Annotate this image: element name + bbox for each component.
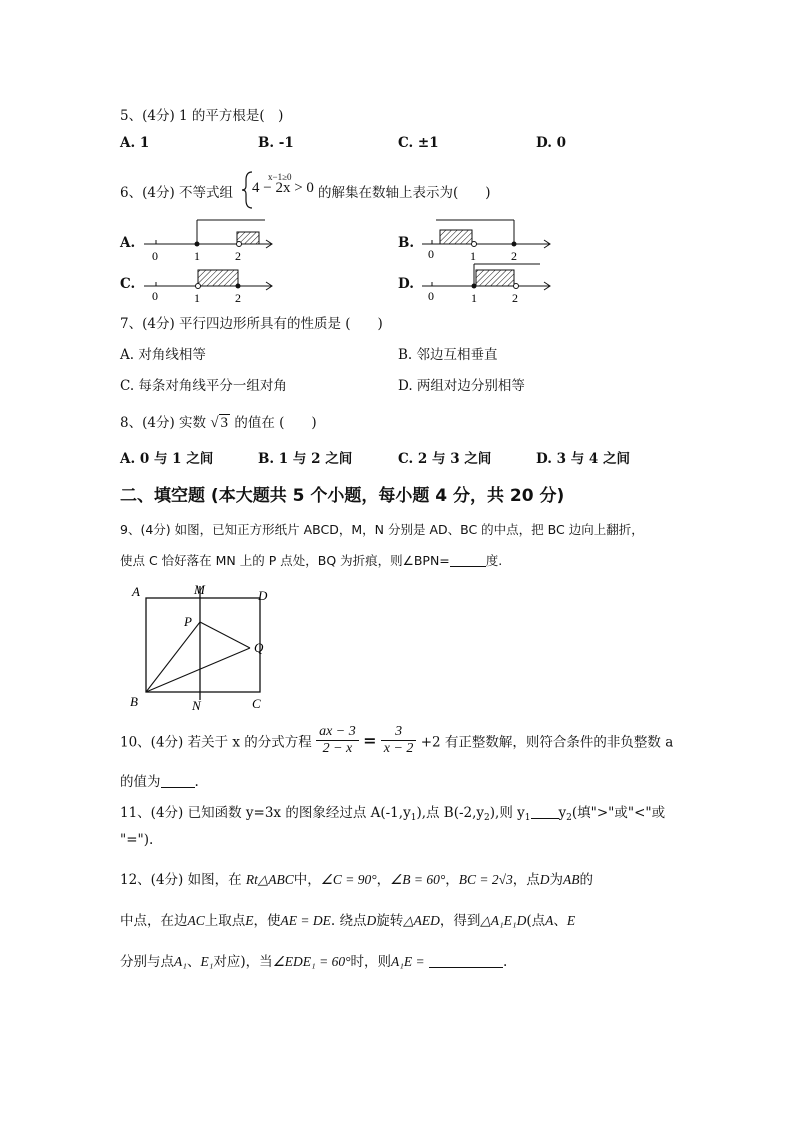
q11-before: 11、(4分) 已知函数 y=3x 的图象经过点 A(-1,y — [120, 805, 411, 821]
section2-title: 二、填空题 (本大题共 5 个小题，每小题 4 分，共 20 分) — [120, 486, 565, 506]
q9-figure — [124, 582, 284, 714]
q9-answer-blank — [450, 554, 486, 567]
q12-angle-b: ∠B = 60° — [390, 872, 446, 887]
q12-l3-d: 时，则 — [350, 954, 391, 970]
q6-label-b: B. — [398, 235, 415, 251]
q6c-tick-0: 0 — [152, 289, 158, 303]
fig-label-a: A — [132, 584, 140, 599]
q12-point-e: E — [245, 913, 254, 928]
q10-line2-text: 的值为 — [120, 774, 161, 790]
q11-line1 — [120, 801, 665, 823]
q12-l1-c: ，点 — [512, 872, 540, 888]
q10-frac2-num: 3 — [381, 724, 417, 741]
q12-segment-ac: AC — [187, 913, 205, 928]
q6-system-line1: x−1≥0 — [268, 172, 292, 182]
q12-l2-f: ，得到 — [439, 913, 481, 929]
q7-option-b: B. 邻边互相垂直 — [398, 347, 498, 363]
q10-fraction-2 — [381, 724, 417, 757]
q6b-tick-0: 0 — [428, 247, 434, 261]
q6c-tick-2: 2 — [235, 291, 241, 305]
q11-sub-y2: 2 — [566, 813, 572, 823]
fig-label-d: D — [258, 588, 268, 603]
q12-l2-d: . 绕点 — [330, 913, 367, 929]
q7-option-a: A. 对角线相等 — [120, 347, 206, 363]
q10-fraction-1 — [316, 724, 359, 757]
q6-prefix: 6、(4分) 不等式组 — [120, 185, 234, 201]
q12-line2 — [120, 909, 575, 929]
q6-system-line2: 4 − 2x > 0 — [252, 180, 314, 196]
q9-line2-after: 度. — [485, 553, 503, 568]
q12-l3-b: 、 — [186, 954, 201, 970]
q12-triangle-aed: △AED — [403, 913, 440, 928]
q7-stem: 7、(4分) 平行四边形所具有的性质是 ( ) — [120, 316, 383, 332]
q8-stem — [120, 411, 317, 432]
q11-mid2: ),则 y — [489, 805, 525, 821]
q11-sub-a: 1 — [410, 813, 417, 823]
q12-point-e1: E₁ — [200, 954, 214, 969]
q6-numberline-d — [418, 262, 558, 306]
q12-l3-end: . — [502, 954, 508, 970]
q12-l2-h: 、 — [553, 913, 567, 929]
q12-segment-ab: AB — [563, 872, 580, 887]
q11-sub-b: 2 — [484, 813, 490, 823]
q12-point-a: A — [545, 913, 554, 928]
q8-option-c: C. 2 与 3 之间 — [398, 451, 492, 467]
q7-option-c: C. 每条对角线平分一组对角 — [120, 378, 287, 394]
q8-radical: 3 — [220, 415, 229, 431]
q12-point-d2: D — [366, 913, 377, 928]
q11-after: (填">"或"<"或 — [571, 805, 666, 821]
q12-l1-a: 12、(4分) 如图，在 — [120, 872, 242, 888]
q11-mid3: y — [558, 805, 567, 821]
q12-l2-b: 上取点 — [204, 913, 246, 929]
q12-l2-e: 旋转 — [376, 913, 404, 929]
q11-mid1: ),点 B(-2,y — [416, 805, 485, 821]
q5-option-b: B. -1 — [258, 135, 294, 151]
fig-label-c: C — [252, 696, 261, 711]
q5-stem: 5、(4分) 1 的平方根是( ) — [120, 108, 284, 124]
q6-numberline-b — [418, 218, 558, 266]
q8-stem-before: 8、(4分) 实数 — [120, 415, 207, 431]
q6a-tick-2: 2 — [235, 249, 241, 263]
q12-l3-a: 分别与点 — [120, 954, 174, 970]
q12-rt-triangle: Rt△ABC — [245, 872, 294, 887]
q10-frac2-den: x − 2 — [383, 741, 414, 756]
q8-option-a: A. 0 与 1 之间 — [120, 451, 214, 467]
q11-line2: "="). — [120, 832, 154, 848]
q5-option-a: A. 1 — [120, 135, 150, 151]
q6d-tick-1: 1 — [471, 291, 477, 305]
q12-line1: 12、(4分) 如图，在 Rt△ABC中，∠C = 90°，∠B = 60°，BC = 2√3，点D为AB的 — [120, 872, 594, 888]
q8-stem-after: 的值在 ( ) — [234, 415, 317, 431]
q7-option-d: D. 两组对边分别相等 — [398, 378, 525, 394]
q12-answer-blank — [429, 955, 503, 968]
q12-l3-c: 对应)，当 — [213, 954, 273, 970]
q10-line1 — [120, 724, 673, 757]
q9-line2-before: 使点 C 恰好落在 MN 上的 P 点处，BQ 为折痕，则∠BPN= — [120, 553, 450, 568]
q8-sqrt-sign: √ 3 — [210, 415, 229, 431]
q12-l1-d: 为 — [549, 872, 564, 888]
q6-numberline-a — [140, 218, 280, 266]
q10-frac1-num: ax − 3 — [316, 724, 359, 741]
q6-numberline-c — [140, 262, 280, 306]
q10-line2-end: . — [194, 774, 199, 790]
q10-answer-blank — [161, 775, 195, 788]
q10-before: 10、(4分) 若关于 x 的分式方程 — [120, 734, 312, 751]
q12-point-d: D — [539, 872, 550, 887]
q6b-tick-2: 2 — [511, 249, 517, 263]
q6-suffix: 的解集在数轴上表示为( ) — [318, 185, 491, 201]
q9-line1: 9、(4分) 如图，已知正方形纸片 ABCD，M，N 分别是 AD、BC 的中点，把 BC 边向上翻折， — [120, 522, 644, 537]
q11-answer-blank — [531, 806, 559, 819]
q12-l1-b: 中， — [293, 872, 321, 888]
q10-frac1-den: 2 − x — [322, 741, 353, 756]
q10-after: +2 有正整数解，则符合条件的非负整数 a — [420, 734, 674, 751]
fig-label-q: Q — [254, 640, 264, 655]
q6b-tick-1: 1 — [470, 249, 476, 263]
q8-option-b: B. 1 与 2 之间 — [258, 451, 353, 467]
q6-label-a: A. — [120, 235, 136, 251]
q12-point-e2: E — [566, 913, 576, 928]
q8-option-d: D. 3 与 4 之间 — [536, 451, 631, 467]
q12-angle-ede1: ∠EDE₁ = 60° — [272, 954, 351, 969]
q12-point-a1: A₁ — [174, 954, 187, 969]
q10-line2 — [120, 770, 199, 790]
q12-l2-a: 中点，在边 — [120, 913, 188, 929]
q10-equals: = — [363, 731, 377, 750]
q12-ae-de: AE = DE — [280, 913, 331, 928]
q12-l1-e: 的 — [579, 872, 594, 888]
q6d-tick-0: 0 — [428, 289, 434, 303]
q6-label-d: D. — [398, 276, 414, 292]
q6a-tick-0: 0 — [152, 249, 158, 263]
q12-a1e: A₁E = — [390, 954, 425, 969]
q12-l2-c: ，使 — [253, 913, 281, 929]
q12-triangle-a1e1d: △A₁E₁D — [480, 913, 527, 928]
fig-label-n: N — [192, 698, 201, 713]
q5-option-c: C. ±1 — [398, 135, 439, 151]
q12-l2-g: (点 — [526, 913, 546, 929]
q12-line3 — [120, 950, 507, 970]
q6d-tick-2: 2 — [512, 291, 518, 305]
q9-line2 — [120, 551, 502, 569]
q6c-tick-1: 1 — [194, 291, 200, 305]
fig-label-p: P — [184, 614, 192, 629]
q11-sub-y1: 1 — [524, 813, 531, 823]
q6-label-c: C. — [120, 276, 136, 292]
q5-option-d: D. 0 — [536, 135, 567, 151]
fig-label-m: M — [194, 582, 205, 597]
fig-label-b: B — [130, 694, 138, 709]
q6a-tick-1: 1 — [194, 249, 200, 263]
q12-bc-length: BC = 2√3 — [458, 872, 513, 887]
q12-angle-c: ∠C = 90° — [320, 872, 377, 887]
